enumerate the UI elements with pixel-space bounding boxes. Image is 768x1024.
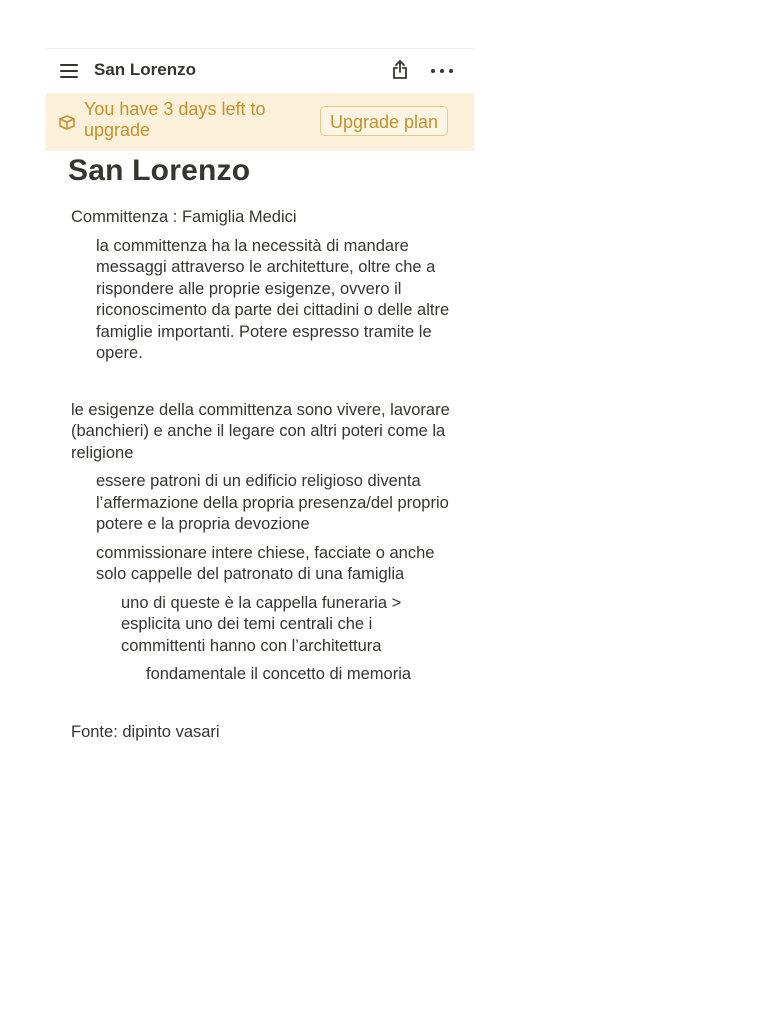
text-block[interactable]: essere patroni di un edificio religioso diventa l’affermazione della propria presenza/del proprio potere e la propria devozione [96, 472, 449, 533]
upgrade-banner [46, 93, 474, 151]
banner-message: You have 3 days left to upgrade [84, 99, 266, 140]
page-content [71, 203, 451, 743]
more-horizontal-icon[interactable] [429, 60, 455, 82]
text-block[interactable]: fondamentale il concetto di memoria [146, 665, 412, 683]
upgrade-plan-button[interactable]: Upgrade plan [320, 106, 448, 136]
share-icon[interactable] [388, 58, 412, 82]
page-title: San Lorenzo [68, 154, 251, 187]
package-icon [58, 113, 76, 131]
text-block[interactable]: la committenza ha la necessità di mandare messaggi attraverso le architetture, oltre che a rispondere alle proprie esigenze, ovvero il riconoscimento da parte dei cittadini o delle altre famiglie importanti. Potere espresso tramite le opere. [96, 236, 450, 362]
text-block[interactable]: commissionare intere chiese, facciate o anche solo cappelle del patronato di una famiglia [96, 543, 435, 583]
text-block[interactable]: Committenza : Famiglia Medici [71, 208, 297, 226]
hamburger-menu-icon[interactable] [58, 61, 80, 81]
text-block[interactable]: Fonte: dipinto vasari [71, 722, 220, 741]
text-block[interactable]: uno di queste è la cappella funeraria > esplicita uno dei temi centrali che i committenti hanno con l’architettura [121, 593, 402, 655]
top-bar [46, 49, 474, 93]
text-block[interactable]: le esigenze della committenza sono vivere, lavorare (banchieri) e anche il legare con altri poteri come la religione [71, 400, 450, 462]
page-frame [46, 48, 474, 1024]
topbar-title: San Lorenzo [94, 60, 197, 79]
